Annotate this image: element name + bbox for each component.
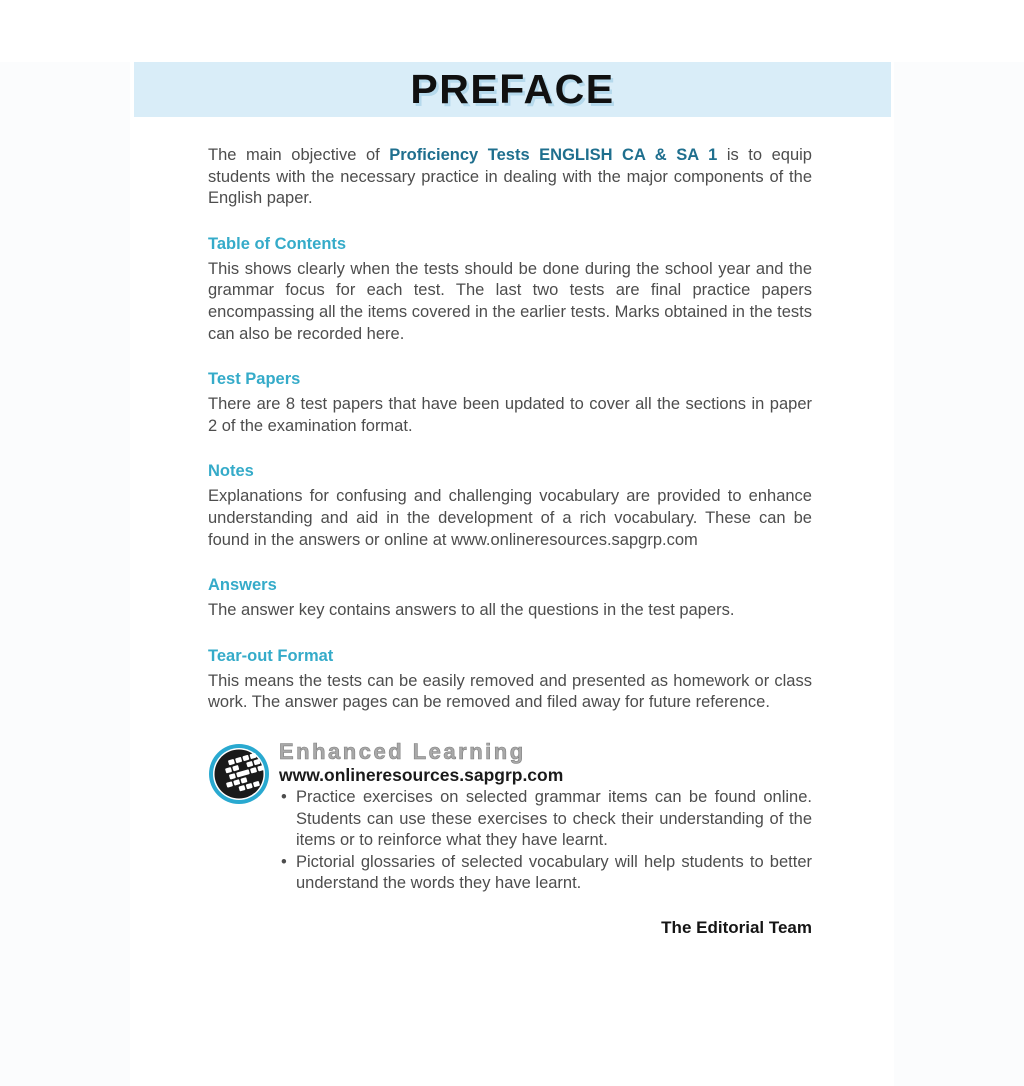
section-body: There are 8 test papers that have been updated to cover all the sections in paper 2 of the examination format. (208, 395, 812, 435)
bullet-item (279, 852, 812, 895)
keyboard-logo-icon (208, 743, 270, 805)
intro-post: is to equip students with the necessary practice in dealing with the major components of the English paper. (208, 146, 812, 208)
enhanced-learning-bullet-list (279, 787, 812, 895)
section-body: The answer key contains answers to all the questions in the test papers. (208, 601, 735, 620)
section-answers (208, 576, 812, 622)
section-heading: Tear-out Format (208, 646, 334, 665)
preface-content (208, 145, 812, 939)
section-heading: Answers (208, 576, 277, 595)
section-heading: Notes (208, 462, 254, 481)
bullet-glyph: • (281, 852, 287, 871)
section-heading: Test Papers (208, 370, 301, 389)
bullet-text: Pictorial glossaries of selected vocabulary will help students to better understand the words they have learnt. (296, 852, 812, 893)
section-body: This shows clearly when the tests should be done during the school year and the grammar focus for each test. The last two tests are final practice papers encompassing all the items covered in the earlier tests. Marks obtained in the tests can also be recorded here. (208, 259, 812, 343)
page-left-margin (0, 62, 130, 1086)
section-body: Explanations for confusing and challenging vocabulary are provided to enhance understanding and aid in the development of a rich vocabulary. These can be found in the answers or online at www.onlineresources.sapgrp.com (208, 487, 812, 549)
section-body: This means the tests can be easily removed and presented as homework or class work. The answer pages can be removed and filed away for future reference. (208, 671, 812, 712)
section-heading: Table of Contents (208, 234, 347, 253)
section-test-papers (208, 370, 812, 437)
enhanced-learning-block (208, 740, 812, 895)
enhanced-learning-url: www.onlineresources.sapgrp.com (279, 764, 564, 785)
section-table-of-contents (208, 235, 812, 345)
enhanced-learning-title: Enhanced Learning (279, 738, 526, 764)
bullet-glyph: • (281, 787, 287, 806)
enhanced-learning-column (279, 740, 812, 895)
page-right-margin (894, 62, 1024, 1086)
editorial-team-signature: The Editorial Team (661, 917, 812, 937)
section-tear-out-format (208, 647, 812, 714)
book-title-highlight: Proficiency Tests ENGLISH CA & SA 1 (389, 146, 718, 164)
bullet-text: Practice exercises on selected grammar items can be found online. Students can use these exercises to check their understanding of the items or to reinforce what they have learnt. (296, 787, 812, 850)
bullet-item (279, 787, 812, 852)
page-title: PREFACE (410, 66, 615, 112)
intro-paragraph (208, 145, 812, 210)
intro-pre: The main objective of (208, 146, 390, 164)
section-notes (208, 462, 812, 551)
title-band (134, 62, 891, 117)
